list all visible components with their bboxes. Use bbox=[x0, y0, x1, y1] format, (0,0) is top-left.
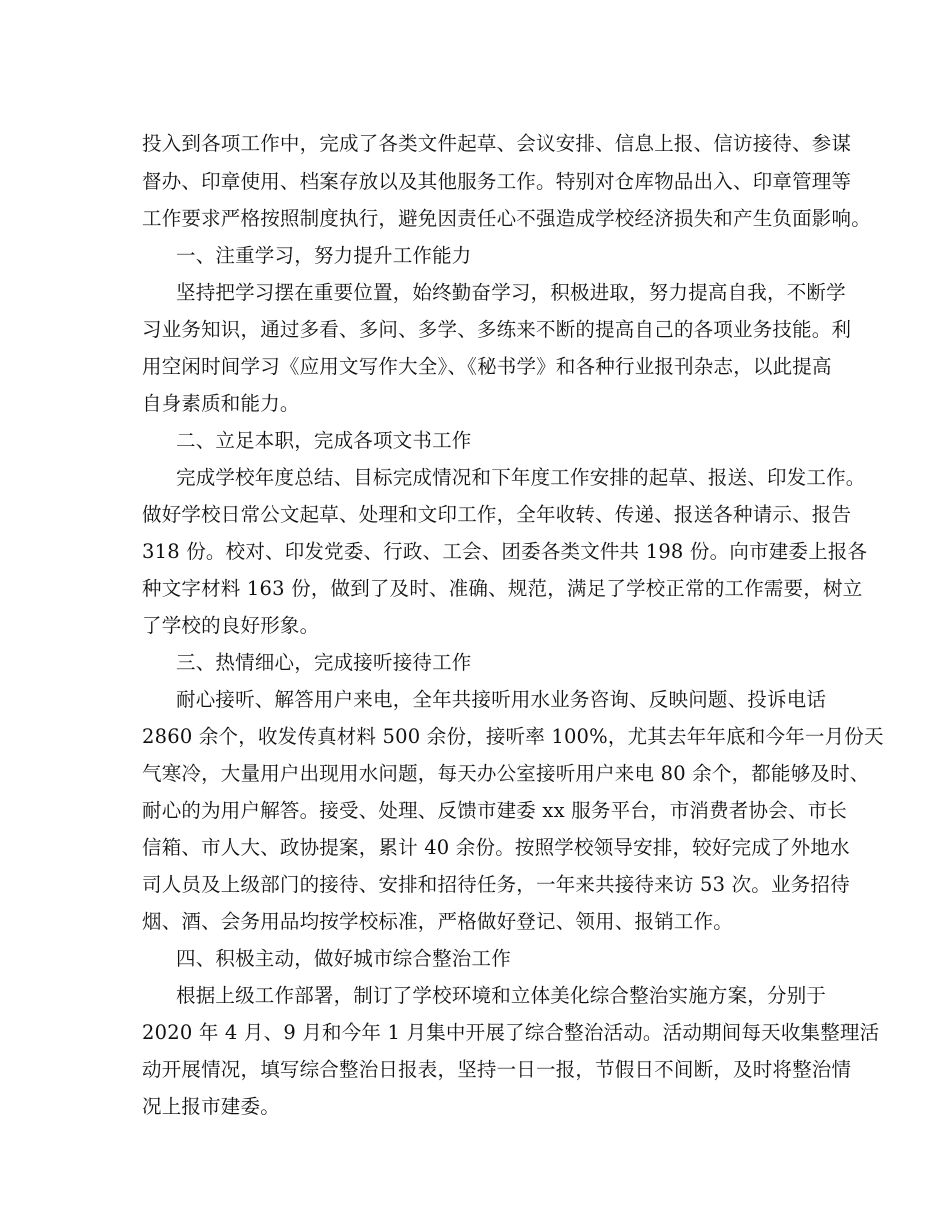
body-text-line: 习业务知识，通过多看、多问、多学、多练来不断的提高自己的各项业务技能。利 bbox=[142, 318, 852, 341]
body-text-line: 况上报市建委。 bbox=[142, 1095, 280, 1118]
section-heading-2: 二、立足本职，完成各项文书工作 bbox=[176, 429, 472, 452]
body-text-line: 了学校的良好形象。 bbox=[142, 614, 320, 637]
body-text-line: 督办、印章使用、档案存放以及其他服务工作。特别对仓库物品出入、印章管理等 bbox=[142, 170, 852, 193]
section-heading-1: 一、注重学习，努力提升工作能力 bbox=[176, 244, 472, 267]
body-text-line: 烟、酒、会务用品均按学校标准，严格做好登记、领用、报销工作。 bbox=[142, 910, 734, 933]
body-text-line: 自身素质和能力。 bbox=[142, 392, 300, 415]
body-text-line: 司人员及上级部门的接待、安排和招待任务，一年来共接待来访 53 次。业务招待 bbox=[142, 873, 850, 896]
section-heading-4: 四、积极主动，做好城市综合整治工作 bbox=[176, 947, 511, 970]
body-text-line: 坚持把学习摆在重要位置，始终勤奋学习，积极进取，努力提高自我，不断学 bbox=[176, 281, 846, 304]
body-text-line: 动开展情况，填写综合整治日报表，坚持一日一报，节假日不间断，及时将整治情 bbox=[142, 1058, 852, 1081]
body-text-line: 完成学校年度总结、目标完成情况和下年度工作安排的起草、报送、印发工作。 bbox=[176, 466, 866, 489]
body-text-line: 种文字材料 163 份，做到了及时、准确、规范，满足了学校正常的工作需要，树立 bbox=[142, 577, 863, 600]
body-text-line: 耐心接听、解答用户来电，全年共接听用水业务咨询、反映问题、投诉电话 bbox=[176, 688, 827, 711]
body-text-line: 根据上级工作部署，制订了学校环境和立体美化综合整治实施方案，分别于 bbox=[176, 984, 827, 1007]
body-text-line: 气寒冷，大量用户出现用水问题，每天办公室接听用户来电 80 余个，都能够及时、 bbox=[142, 762, 870, 785]
body-text-line: 信箱、市人大、政协提案，累计 40 余份。按照学校领导安排，较好完成了外地水 bbox=[142, 836, 850, 859]
body-text-line: 耐心的为用户解答。接受、处理、反馈市建委 xx 服务平台，市消费者协会、市长 bbox=[142, 799, 847, 822]
body-text-line: 2860 余个，收发传真材料 500 余份，接听率 100%，尤其去年年底和今年一月份天 bbox=[142, 725, 884, 748]
body-text-line: 2020 年 4 月、9 月和今年 1 月集中开展了综合整治活动。活动期间每天收集整理活 bbox=[142, 1021, 880, 1044]
body-text-line: 工作要求严格按照制度执行，避免因责任心不强造成学校经济损失和产生负面影响。 bbox=[142, 207, 871, 230]
body-text-line: 做好学校日常公文起草、处理和文印工作，全年收转、传递、报送各种请示、报告 bbox=[142, 503, 852, 526]
section-heading-3: 三、热情细心，完成接听接待工作 bbox=[176, 651, 472, 674]
body-text-line: 投入到各项工作中，完成了各类文件起草、会议安排、信息上报、信访接待、参谋 bbox=[142, 132, 852, 155]
body-text-line: 用空闲时间学习《应用文写作大全》、《秘书学》和各种行业报刊杂志，以此提高 bbox=[142, 355, 832, 378]
body-text-line: 318 份。校对、印发党委、行政、工会、团委各类文件共 198 份。向市建委上报各 bbox=[142, 540, 868, 563]
